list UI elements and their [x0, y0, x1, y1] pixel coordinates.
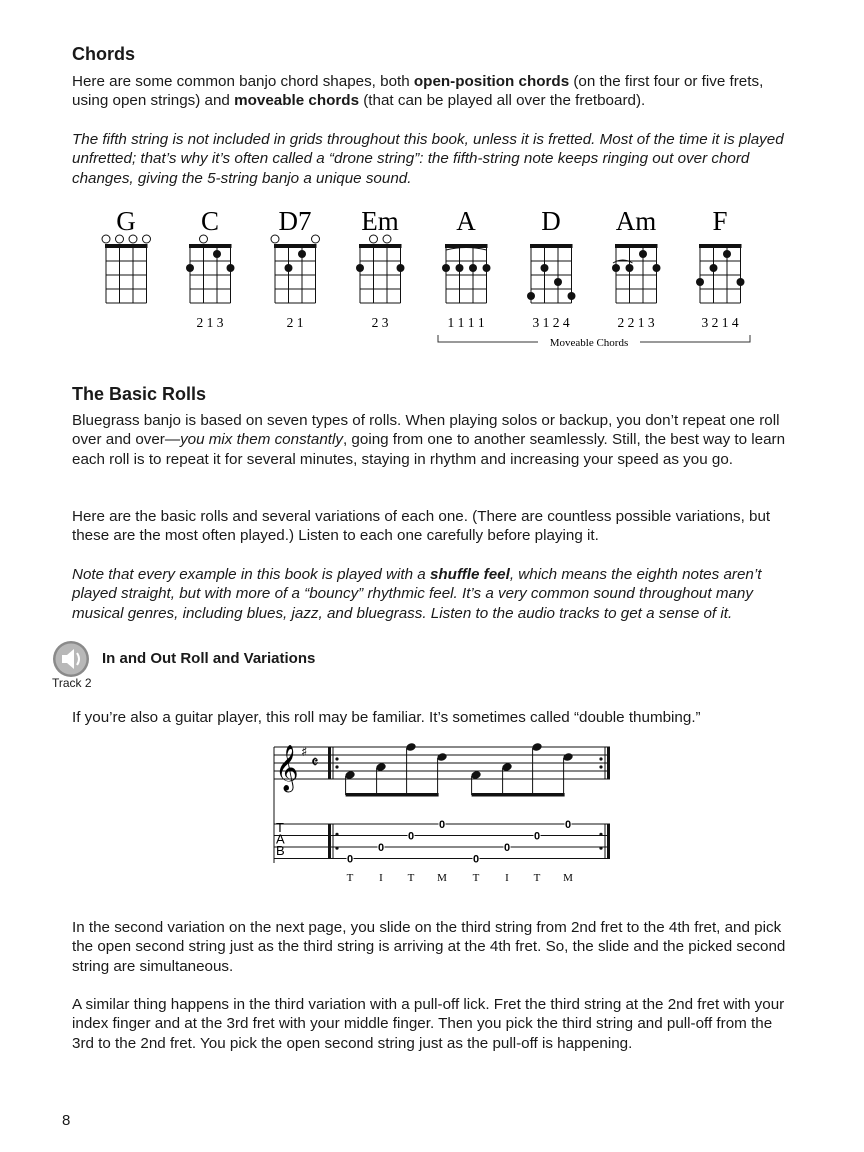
moveable-label: Moveable Chords [549, 337, 629, 349]
rolls-heading: The Basic Rolls [72, 384, 207, 404]
open-string-marker [200, 235, 208, 243]
tab-fret-number: 0 [564, 819, 572, 831]
open-string-marker [143, 235, 151, 243]
finger-dot [483, 264, 491, 272]
finger-numbers: 3 1 2 4 [532, 315, 570, 330]
finger-dot [626, 264, 634, 272]
picking-finger-label: I [505, 872, 509, 884]
repeat-end-bar [607, 747, 610, 779]
picking-finger-label: T [533, 872, 541, 884]
finger-dot [696, 278, 704, 286]
chord-name: D [541, 206, 561, 236]
key-signature-sharp: ♯ [301, 745, 308, 760]
picking-finger-label: T [407, 872, 415, 884]
chord-em [356, 206, 405, 330]
tab-fret-number: 0 [533, 830, 541, 843]
finger-dot [541, 264, 549, 272]
chord-diagrams [0, 200, 864, 360]
finger-dot [639, 250, 647, 258]
repeat-start-bar [328, 747, 331, 779]
finger-dot [227, 264, 235, 272]
audio-speaker-icon[interactable] [52, 640, 90, 678]
finger-dot [469, 264, 477, 272]
open-string-marker [129, 235, 137, 243]
open-string-marker [383, 235, 391, 243]
chord-name: C [200, 206, 220, 236]
finger-dot [710, 264, 718, 272]
finger-dot [186, 264, 194, 272]
picking-finger-label: M [563, 872, 573, 884]
chord-name: F [712, 206, 728, 236]
variation-2-paragraph: In the second variation on the next page, you slide on the third string from 2nd fret to the 4th fret, and pick the open second string just as the third string is arriving at the 4th fret. So, the slide and the picked second string are simultaneous. [72, 919, 786, 975]
picking-finger-label: T [472, 872, 480, 884]
finger-numbers: 1 1 1 1 [447, 315, 485, 330]
tab-fret-number: 0 [438, 819, 446, 831]
moveable-bracket [438, 335, 750, 349]
finger-dot [568, 292, 576, 300]
finger-dot [213, 250, 221, 258]
chord-name: A [456, 206, 476, 236]
finger-dot [356, 264, 364, 272]
open-string-marker [370, 235, 378, 243]
tab-letter: T [276, 820, 284, 835]
tab-fret-number: 0 [472, 853, 480, 866]
staff [274, 747, 610, 779]
finger-dot [527, 292, 535, 300]
tab-fret-number: 0 [407, 830, 415, 843]
finger-dot [554, 278, 562, 286]
track-label: Track 2 [52, 676, 92, 690]
finger-dot [612, 264, 620, 272]
finger-numbers: 2 1 3 [196, 315, 224, 330]
tab-fret-number: 0 [503, 842, 511, 854]
finger-dot [456, 264, 464, 272]
finger-numbers: 2 1 [286, 315, 304, 330]
chord-f [696, 206, 745, 330]
picking-finger-label: T [346, 872, 354, 884]
chord-c [186, 206, 235, 330]
picking-finger-label: M [437, 872, 447, 884]
page-number: 8 [62, 1112, 71, 1129]
finger-numbers: 2 2 1 3 [617, 315, 655, 330]
open-string-marker [271, 235, 279, 243]
chords-heading: Chords [72, 44, 135, 64]
open-string-marker [116, 235, 124, 243]
chord-name: Am [615, 206, 657, 236]
chord-name: D7 [278, 206, 312, 236]
finger-numbers: 2 3 [371, 315, 389, 330]
example-title: In and Out Roll and Variations [102, 650, 316, 667]
beam [472, 793, 565, 797]
example-intro: If you’re also a guitar player, this roll may be familiar. It’s sometimes called “double thumbing.” [72, 709, 701, 726]
chord-g [102, 206, 151, 303]
drone-string-note: The fifth string is not included in grids throughout this book, unless it is fretted. Most of the time it is played unfretted; that’s why it’s often called a “drone string”: the fifth-string note keeps ringing out over chord changes, giving the 5-string banjo a unique sound. [72, 131, 784, 187]
picking-finger-label: I [379, 872, 383, 884]
tab-letter: A [276, 831, 285, 847]
cut-time-symbol: 𝄵 [311, 753, 319, 773]
chord-am [612, 206, 661, 330]
finger-dot [285, 264, 293, 272]
chords-intro: Here are some common banjo chord shapes, both open-position chords (on the first four or five frets, using open strings) and moveable chords (that can be played all over the fretboard). [72, 73, 764, 110]
finger-dot [653, 264, 661, 272]
finger-dot [442, 264, 450, 272]
notation-and-tab [262, 733, 622, 893]
finger-dot [737, 278, 745, 286]
variation-3-paragraph: A similar thing happens in the third variation with a pull-off lick. Fret the third string at the 2nd fret with your index finger and at the 3rd fret with your middle finger. Then you pick the third string and pull-off from the 3rd to the 2nd fret. You pick the open second string just as the pull-off is happening. [72, 996, 785, 1052]
tab-fret-number: 0 [346, 853, 354, 866]
open-string-marker [312, 235, 320, 243]
shuffle-note: Note that every example in this book is played with a shuffle feel, which means the eighth notes aren’t played straight, but with more of a “bouncy” rhythmic feel. It’s a very common sound throughout many musical genres, including blues, jazz, and bluegrass. Listen to the audio tracks to get a sense of it. [72, 566, 762, 622]
finger-dot [397, 264, 405, 272]
tab-fret-number: 0 [377, 842, 385, 854]
treble-clef: 𝄞 [275, 745, 299, 791]
chord-name: Em [361, 206, 399, 236]
chord-d [527, 206, 576, 330]
chord-a [442, 206, 491, 330]
beam [346, 793, 439, 797]
chord-d7 [271, 206, 320, 330]
finger-dot [723, 250, 731, 258]
rolls-paragraph-2: Here are the basic rolls and several variations of each one. (There are countless possible variations, but these are the most often played.) Listen to each one carefully before playing it. [72, 508, 771, 545]
rolls-paragraph-1: Bluegrass banjo is based on seven types of rolls. When playing solos or backup, you don’t repeat one roll over and over—you mix them constantly, going from one to another seamlessly. Still, the best way to learn each roll is to repeat it for several minutes, staying in rhythm and increasing your speed as you go. [72, 412, 786, 468]
chord-name: G [116, 206, 136, 236]
finger-numbers: 3 2 1 4 [701, 315, 739, 330]
tab-letter: B [276, 843, 285, 858]
finger-dot [298, 250, 306, 258]
open-string-marker [102, 235, 110, 243]
